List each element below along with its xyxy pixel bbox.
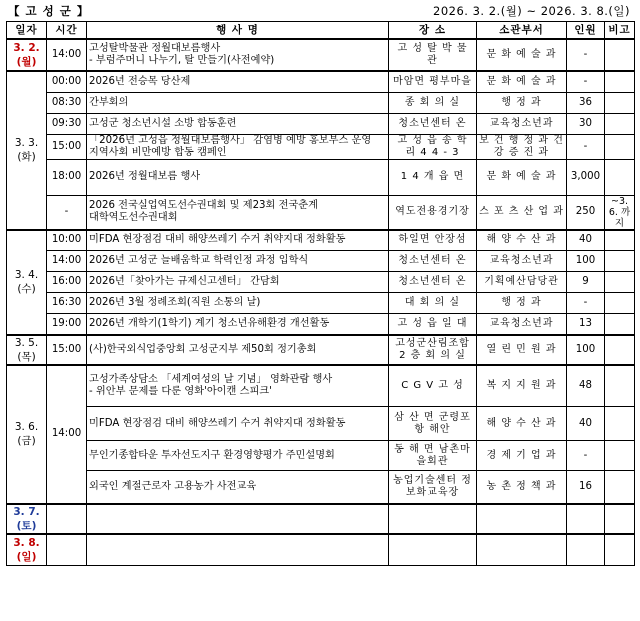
place-cell: 삼 산 면 군령포항 해안 xyxy=(389,407,477,441)
note-cell xyxy=(605,365,635,407)
event-cell xyxy=(87,159,389,195)
count-cell: 3,000 xyxy=(567,159,605,195)
place-cell: 종 회 의 실 xyxy=(389,92,477,113)
event-line: 무인기종합타운 투자선도지구 환경영향평가 주민설명회 xyxy=(89,449,335,461)
table-row xyxy=(7,534,635,566)
table-row xyxy=(7,504,635,534)
count-cell: 40 xyxy=(567,407,605,441)
table-row xyxy=(7,407,635,441)
weekday-text: (금) xyxy=(17,435,36,447)
count-cell: 250 xyxy=(567,195,605,230)
event-cell xyxy=(87,365,389,407)
place-cell xyxy=(389,504,477,534)
table-row xyxy=(7,39,635,71)
table-row xyxy=(7,134,635,159)
note-cell xyxy=(605,251,635,272)
note-cell xyxy=(605,314,635,335)
event-cell xyxy=(87,272,389,293)
event-cell xyxy=(87,92,389,113)
time-cell: 14:00 xyxy=(47,365,87,504)
dept-cell: 교육청소년과 xyxy=(477,113,567,134)
col-event: 행 사 명 xyxy=(87,22,389,40)
note-cell xyxy=(605,39,635,71)
date-cell xyxy=(7,534,47,566)
note-cell xyxy=(605,407,635,441)
table-row xyxy=(7,314,635,335)
time-cell: 16:30 xyxy=(47,293,87,314)
table-row xyxy=(7,293,635,314)
event-cell xyxy=(87,335,389,365)
time-cell: - xyxy=(47,195,87,230)
event-line: 미FDA 현장점검 대비 해양쓰레기 수거 취약지대 정화활동 xyxy=(89,417,346,429)
time-cell: 14:00 xyxy=(47,39,87,71)
count-cell: - xyxy=(567,441,605,471)
table-row xyxy=(7,230,635,251)
dept-cell: 문 화 예 술 과 xyxy=(477,71,567,92)
col-dept: 소관부서 xyxy=(477,22,567,40)
event-cell xyxy=(87,230,389,251)
county-title: 【 고 성 군 】 xyxy=(8,4,90,18)
event-cell xyxy=(87,407,389,441)
count-cell: 48 xyxy=(567,365,605,407)
note-cell xyxy=(605,504,635,534)
event-cell xyxy=(87,71,389,92)
dept-cell: 기획예산담당관 xyxy=(477,272,567,293)
event-cell xyxy=(87,534,389,566)
event-line: 고성탈박물관 정월대보름행사 xyxy=(89,43,221,54)
note-cell xyxy=(605,471,635,504)
count-cell: 30 xyxy=(567,113,605,134)
note-cell xyxy=(605,272,635,293)
dept-cell: 스 포 츠 산 업 과 xyxy=(477,195,567,230)
place-cell: 고 성 탈 박 물 관 xyxy=(389,39,477,71)
time-cell: 19:00 xyxy=(47,314,87,335)
time-cell: 00:00 xyxy=(47,71,87,92)
schedule-header xyxy=(6,3,634,19)
place-cell: 고 성 읍 송 학 리 4 4 - 3 xyxy=(389,134,477,159)
note-cell xyxy=(605,534,635,566)
event-cell xyxy=(87,441,389,471)
table-row xyxy=(7,71,635,92)
date-text: 3. 6. xyxy=(14,421,39,433)
event-cell xyxy=(87,134,389,159)
event-cell xyxy=(87,314,389,335)
count-cell: 13 xyxy=(567,314,605,335)
place-cell: 대 회 의 실 xyxy=(389,293,477,314)
event-line: 2026년「찾아가는 규제신고센터」 간담회 xyxy=(89,276,280,287)
count-cell xyxy=(567,504,605,534)
dept-cell: 행 정 과 xyxy=(477,92,567,113)
event-cell xyxy=(87,195,389,230)
col-time: 시간 xyxy=(47,22,87,40)
date-cell xyxy=(7,504,47,534)
event-line: 외국인 계절근로자 고용농가 사전교육 xyxy=(89,480,257,492)
place-cell xyxy=(389,534,477,566)
note-cell xyxy=(605,230,635,251)
count-cell xyxy=(567,534,605,566)
date-cell xyxy=(7,71,47,230)
dept-cell: 복 지 지 원 과 xyxy=(477,365,567,407)
date-text: 3. 3. xyxy=(14,137,39,150)
time-cell xyxy=(47,534,87,566)
col-note: 비고 xyxy=(605,22,635,40)
note-cell xyxy=(605,293,635,314)
date-text: 3. 2. xyxy=(13,42,40,54)
place-cell: 고 성 읍 일 대 xyxy=(389,314,477,335)
date-range: 2026. 3. 2.(월) ~ 2026. 3. 8.(일) xyxy=(433,4,630,18)
weekday-text: (일) xyxy=(16,550,37,563)
event-line: - 위안부 문제를 다룬 영화'아이캔 스피크' xyxy=(89,385,272,397)
col-date: 일자 xyxy=(7,22,47,40)
dept-cell: 열 린 민 원 과 xyxy=(477,335,567,365)
time-cell: 18:00 xyxy=(47,159,87,195)
dept-cell: 해 양 수 산 과 xyxy=(477,407,567,441)
col-place: 장 소 xyxy=(389,22,477,40)
time-cell: 15:00 xyxy=(47,134,87,159)
count-cell: 16 xyxy=(567,471,605,504)
weekday-text: (목) xyxy=(17,350,36,363)
event-line: 「2026년 고성읍 정월대보름행사」 감염병 예방 홍보부스 운영 xyxy=(89,134,372,146)
note-cell xyxy=(605,441,635,471)
time-cell: 14:00 xyxy=(47,251,87,272)
count-cell: - xyxy=(567,293,605,314)
event-line: 고성군 청소년시설 소방 합동훈련 xyxy=(89,117,237,129)
date-cell xyxy=(7,365,47,504)
date-text: 3. 4. xyxy=(14,269,39,281)
time-cell xyxy=(47,504,87,534)
event-line: 2026년 전승목 당산제 xyxy=(89,75,191,87)
count-cell: 36 xyxy=(567,92,605,113)
count-cell: 100 xyxy=(567,335,605,365)
weekday-text: (화) xyxy=(17,151,36,164)
dept-cell: 교육청소년과 xyxy=(477,251,567,272)
table-row xyxy=(7,365,635,407)
table-row xyxy=(7,251,635,272)
dept-cell: 해 양 수 산 과 xyxy=(477,230,567,251)
event-line: 2026년 3월 정례조회(직원 소통의 날) xyxy=(89,297,261,308)
note-cell xyxy=(605,159,635,195)
dept-cell: 교육청소년과 xyxy=(477,314,567,335)
count-cell: 40 xyxy=(567,230,605,251)
time-cell: 15:00 xyxy=(47,335,87,365)
count-cell: 100 xyxy=(567,251,605,272)
table-row xyxy=(7,471,635,504)
table-row xyxy=(7,113,635,134)
note-cell xyxy=(605,335,635,365)
place-cell: 청소년센터 온 xyxy=(389,251,477,272)
event-cell xyxy=(87,39,389,71)
place-cell: 고성군산림조합 2 층 회 의 실 xyxy=(389,335,477,365)
event-line: (사)한국외식업중앙회 고성군지부 제50회 정기총회 xyxy=(89,343,317,355)
count-cell: - xyxy=(567,134,605,159)
place-cell: 역도전용경기장 xyxy=(389,195,477,230)
table-row xyxy=(7,335,635,365)
place-cell: 마암면 평부마을 xyxy=(389,71,477,92)
note-cell xyxy=(605,134,635,159)
schedule-body xyxy=(7,39,635,566)
event-cell xyxy=(87,471,389,504)
event-line: 지역사회 비만예방 합동 캠페인 xyxy=(89,146,227,158)
place-cell: 농업기술센터 정보화교육장 xyxy=(389,471,477,504)
event-line: 2026 전국실업역도선수권대회 및 제23회 전국춘계 xyxy=(89,200,318,211)
dept-cell: 보 건 행 정 과 건 강 증 진 과 xyxy=(477,134,567,159)
count-cell: - xyxy=(567,71,605,92)
dept-cell: 행 정 과 xyxy=(477,293,567,314)
event-line: 2026년 정월대보름 행사 xyxy=(89,171,201,182)
event-line: 2026년 개학기(1학기) 계기 청소년유해환경 개선활동 xyxy=(89,317,330,329)
time-cell: 09:30 xyxy=(47,113,87,134)
event-line: - 부럼주머니 나누기, 탈 만들기(사전예약) xyxy=(89,55,275,66)
table-row xyxy=(7,441,635,471)
dept-cell: 문 화 예 술 과 xyxy=(477,159,567,195)
event-cell xyxy=(87,251,389,272)
dept-cell: 농 촌 정 책 과 xyxy=(477,471,567,504)
event-cell xyxy=(87,504,389,534)
event-line: 2026년 고성군 늘배움학교 학력인정 과정 입학식 xyxy=(89,255,309,266)
event-line: 미FDA 현장점검 대비 해양쓰레기 수거 취약지대 정화활동 xyxy=(89,234,346,246)
date-cell xyxy=(7,230,47,335)
table-row xyxy=(7,195,635,230)
place-cell: C G V 고 성 xyxy=(389,365,477,407)
dept-cell xyxy=(477,534,567,566)
time-cell: 10:00 xyxy=(47,230,87,251)
count-cell: - xyxy=(567,39,605,71)
dept-cell xyxy=(477,504,567,534)
note-cell xyxy=(605,71,635,92)
time-cell: 08:30 xyxy=(47,92,87,113)
date-text: 3. 5. xyxy=(14,336,39,349)
event-line: 대학역도선수권대회 xyxy=(89,212,178,223)
event-line: 고성가족상담소 「세계여성의 날 기념」 영화관람 행사 xyxy=(89,373,333,385)
table-row xyxy=(7,92,635,113)
table-row xyxy=(7,272,635,293)
count-cell: 9 xyxy=(567,272,605,293)
date-text: 3. 7. xyxy=(13,505,40,518)
event-line: 간부회의 xyxy=(89,96,129,108)
dept-cell: 문 화 예 술 과 xyxy=(477,39,567,71)
table-row xyxy=(7,159,635,195)
note-cell xyxy=(605,113,635,134)
time-cell: 16:00 xyxy=(47,272,87,293)
place-cell: 하일면 안장섬 xyxy=(389,230,477,251)
place-cell: 청소년센터 온 xyxy=(389,113,477,134)
date-text: 3. 8. xyxy=(13,536,40,549)
date-cell xyxy=(7,39,47,71)
weekday-text: (월) xyxy=(16,56,37,68)
weekday-text: (토) xyxy=(16,519,37,532)
column-header-row xyxy=(7,22,635,40)
event-cell xyxy=(87,113,389,134)
place-cell: 동 해 면 남촌마을회관 xyxy=(389,441,477,471)
event-cell xyxy=(87,293,389,314)
weekly-schedule-table xyxy=(6,21,635,566)
date-cell xyxy=(7,335,47,365)
note-cell xyxy=(605,92,635,113)
place-cell: 1 4 개 읍 면 xyxy=(389,159,477,195)
dept-cell: 경 제 기 업 과 xyxy=(477,441,567,471)
col-count: 인원 xyxy=(567,22,605,40)
weekday-text: (수) xyxy=(17,283,36,295)
place-cell: 청소년센터 온 xyxy=(389,272,477,293)
note-cell: ~3. 6. 까지 xyxy=(605,195,635,230)
